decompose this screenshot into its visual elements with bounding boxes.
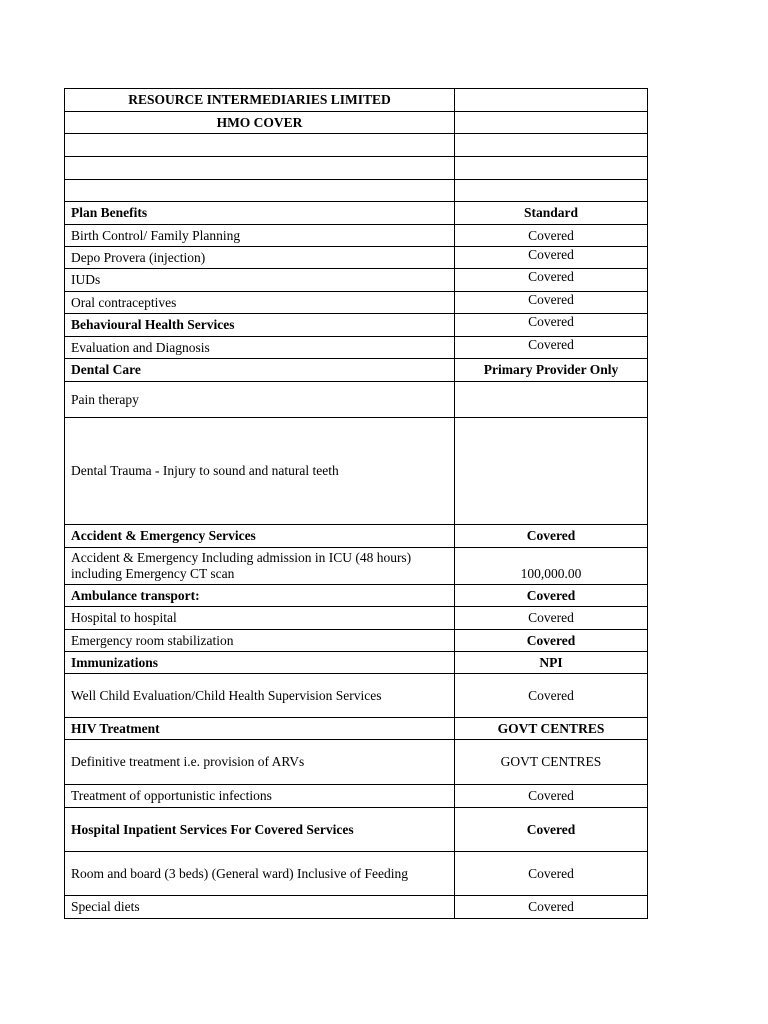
benefit-cell: HIV Treatment	[65, 718, 455, 740]
table-row	[65, 89, 648, 112]
benefit-cell: IUDs	[65, 269, 455, 292]
cover-title: HMO COVER	[65, 112, 455, 134]
value-cell: Covered	[455, 852, 648, 896]
empty-cell	[65, 180, 455, 202]
benefit-cell: Room and board (3 beds) (General ward) Inclusive of Feeding	[65, 852, 455, 896]
value-cell: Covered	[455, 607, 648, 630]
value-cell: Covered	[455, 896, 648, 919]
table-row	[65, 225, 648, 247]
value-cell: Covered	[455, 247, 648, 269]
value-cell: Covered	[455, 808, 648, 852]
table-row	[65, 525, 648, 548]
value-cell: 100,000.00	[455, 548, 648, 585]
value-cell: Covered	[455, 292, 648, 314]
benefit-cell: Plan Benefits	[65, 202, 455, 225]
benefit-cell: Treatment of opportunistic infections	[65, 785, 455, 808]
benefit-cell: Evaluation and Diagnosis	[65, 337, 455, 359]
table-row	[65, 314, 648, 337]
benefit-cell: Accident & Emergency Services	[65, 525, 455, 548]
empty-cell	[455, 112, 648, 134]
value-cell: Covered	[455, 674, 648, 718]
table-row	[65, 359, 648, 382]
table-row	[65, 418, 648, 525]
table-row-empty	[65, 180, 648, 202]
value-cell: Standard	[455, 202, 648, 225]
benefit-cell: Depo Provera (injection)	[65, 247, 455, 269]
benefit-cell: Behavioural Health Services	[65, 314, 455, 337]
value-cell: GOVT CENTRES	[455, 740, 648, 785]
table-row	[65, 202, 648, 225]
empty-cell	[455, 89, 648, 112]
benefit-cell: Well Child Evaluation/Child Health Supervision Services	[65, 674, 455, 718]
value-cell: Covered	[455, 785, 648, 808]
value-cell	[455, 382, 648, 418]
table-row	[65, 808, 648, 852]
benefit-cell: Hospital Inpatient Services For Covered Services	[65, 808, 455, 852]
table-row	[65, 548, 648, 585]
table-row	[65, 896, 648, 919]
value-cell: Covered	[455, 525, 648, 548]
table-row	[65, 785, 648, 808]
value-cell: Covered	[455, 225, 648, 247]
table-row	[65, 269, 648, 292]
value-cell: Covered	[455, 630, 648, 652]
table-row	[65, 607, 648, 630]
empty-cell	[455, 157, 648, 180]
table-row	[65, 585, 648, 607]
benefit-cell: Birth Control/ Family Planning	[65, 225, 455, 247]
value-cell: NPI	[455, 652, 648, 674]
table-row	[65, 718, 648, 740]
table-row	[65, 112, 648, 134]
benefit-cell: Hospital to hospital	[65, 607, 455, 630]
benefit-cell: Dental Care	[65, 359, 455, 382]
company-name: RESOURCE INTERMEDIARIES LIMITED	[65, 89, 455, 112]
value-cell: Covered	[455, 585, 648, 607]
table-row	[65, 630, 648, 652]
table-row-empty	[65, 157, 648, 180]
benefit-cell: Immunizations	[65, 652, 455, 674]
table-row-empty	[65, 134, 648, 157]
benefit-cell: Emergency room stabilization	[65, 630, 455, 652]
table-row	[65, 247, 648, 269]
table-row	[65, 852, 648, 896]
value-cell: GOVT CENTRES	[455, 718, 648, 740]
value-cell: Primary Provider Only	[455, 359, 648, 382]
benefit-cell: Ambulance transport:	[65, 585, 455, 607]
table-row	[65, 382, 648, 418]
value-cell: Covered	[455, 314, 648, 337]
benefit-cell: Special diets	[65, 896, 455, 919]
empty-cell	[65, 134, 455, 157]
benefit-cell: Pain therapy	[65, 382, 455, 418]
table-row	[65, 740, 648, 785]
table-row	[65, 674, 648, 718]
value-cell: Covered	[455, 337, 648, 359]
table-row	[65, 337, 648, 359]
empty-cell	[65, 157, 455, 180]
benefit-cell: Oral contraceptives	[65, 292, 455, 314]
value-cell: Covered	[455, 269, 648, 292]
benefit-cell: Accident & Emergency Including admission in ICU (48 hours) including Emergency CT scan	[65, 548, 455, 585]
empty-cell	[455, 134, 648, 157]
value-cell	[455, 418, 648, 525]
table-row	[65, 292, 648, 314]
benefit-cell: Definitive treatment i.e. provision of ARVs	[65, 740, 455, 785]
table-row	[65, 652, 648, 674]
hmo-benefits-table	[64, 88, 648, 919]
empty-cell	[455, 180, 648, 202]
benefit-cell: Dental Trauma - Injury to sound and natural teeth	[65, 418, 455, 525]
